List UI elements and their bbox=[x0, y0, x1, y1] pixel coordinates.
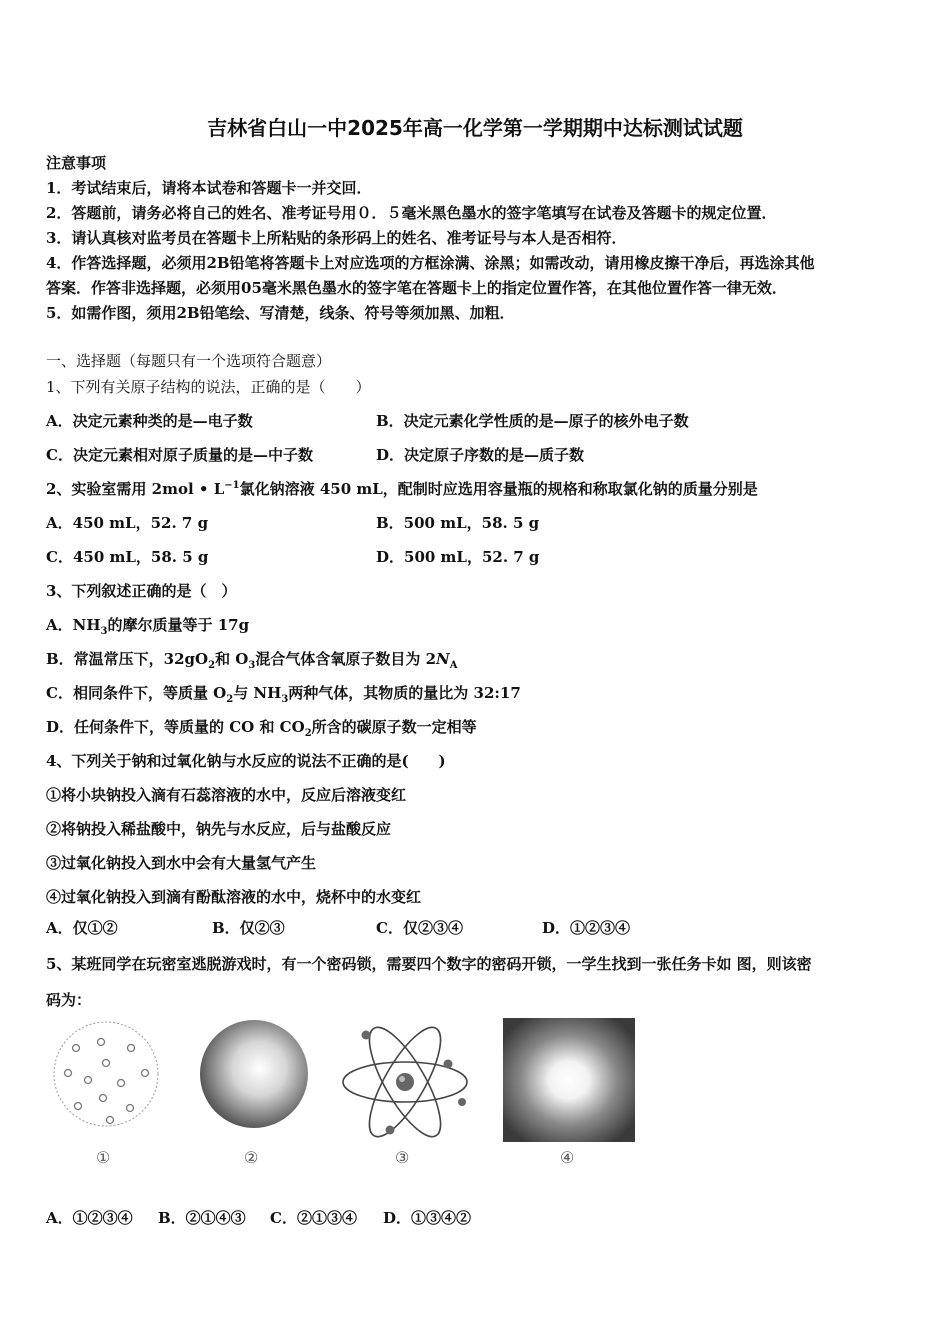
figure-label-3: ③ bbox=[395, 1148, 410, 1167]
q2-option-b: B．500 mL，58. 5 g bbox=[376, 514, 540, 532]
notice-item: 3．请认真核对监考员在答题卡上所粘贴的条形码上的姓名、准考证号与本人是否相符． bbox=[46, 229, 627, 247]
notice-item: 2．答题前，请务必将自己的姓名、准考证号用０．５毫米黑色墨水的签字笔填写在试卷及答题卡的规定位置． bbox=[46, 204, 777, 222]
q1-option-c: C．决定元素相对原子质量的是—中子数 bbox=[46, 446, 313, 464]
question-5-stem: 5、某班同学在玩密室逃脱游戏时，有一个密码锁，需要四个数字的密码开锁，一学生找到一张任务卡如 图，则该密 bbox=[46, 955, 812, 973]
question-3-stem: 3、下列叙述正确的是（ ） bbox=[46, 582, 237, 600]
q4-statement-2: ②将钠投入稀盐酸中，钠先与水反应，后与盐酸反应 bbox=[46, 820, 392, 838]
q3-option-a: A．$NH_3$的摩尔质量等于 17g bbox=[46, 616, 250, 637]
question-2-stem: 2、实验室需用 2mol • $L^{-1}$氯化钠溶液 450 mL，配制时应选用容量瓶的规格和称取氯化钠的质量分别是 bbox=[46, 480, 758, 498]
solid-sphere-model-figure bbox=[198, 1018, 338, 1178]
q4-statement-4: ④过氧化钠投入到滴有酚酞溶液的水中，烧杯中的水变红 bbox=[46, 888, 422, 906]
q2-option-d: D．500 mL，52. 7 g bbox=[376, 548, 540, 566]
q4-option-a: A．仅①② bbox=[46, 919, 118, 937]
q3-option-b: B．常温常压下，$32gO_2$和 $O_3$混合气体含氧原子数目为 $2N_A$ bbox=[46, 650, 458, 671]
q1-option-d: D．决定原子序数的是—质子数 bbox=[376, 446, 585, 464]
notice-item: 5．如需作图，须用2B铅笔绘、写清楚，线条、符号等须加黑、加粗． bbox=[46, 304, 515, 322]
figure-label-1: ① bbox=[96, 1148, 111, 1167]
page-title: 吉林省白山一中2025年高一化学第一学期期中达标测试试题 bbox=[207, 116, 743, 140]
question-5-stem-cont: 码为： bbox=[46, 991, 92, 1009]
q5-option-b: B．②①④③ bbox=[158, 1209, 246, 1227]
figure-label-2: ② bbox=[244, 1148, 259, 1167]
q5-option-c: C．②①③④ bbox=[270, 1209, 357, 1227]
q1-option-a: A．决定元素种类的是—电子数 bbox=[46, 412, 253, 430]
q4-option-d: D．①②③④ bbox=[542, 919, 631, 937]
q5-option-d: D．①③④② bbox=[383, 1209, 472, 1227]
notice-item: 4．作答选择题，必须用2B铅笔将答题卡上对应选项的方框涂满、涂黑；如需改动，请用橡皮擦干净后，再选涂其他 bbox=[46, 254, 815, 272]
q3-option-c: C．相同条件下，等质量 $O_2$与 $NH_3$两种气体，其物质的量比为 32:17 bbox=[46, 684, 521, 705]
q3-option-d: D．任何条件下，等质量的 CO 和 $CO_2$所含的碳原子数一定相等 bbox=[46, 718, 477, 739]
question-1-stem: 1、下列有关原子结构的说法，正确的是（ ） bbox=[46, 378, 371, 396]
q4-statement-1: ①将小块钠投入滴有石蕊溶液的水中，反应后溶液变红 bbox=[46, 786, 407, 804]
q4-statement-3: ③过氧化钠投入到水中会有大量氢气产生 bbox=[46, 854, 317, 872]
notice-item: 1．考试结束后，请将本试卷和答题卡一并交回． bbox=[46, 179, 372, 197]
q2-option-c: C．450 mL，58. 5 g bbox=[46, 548, 209, 566]
q1-option-b: B．决定元素化学性质的是—原子的核外电子数 bbox=[376, 412, 689, 430]
figure-label-4: ④ bbox=[560, 1148, 575, 1167]
q4-option-c: C．仅②③④ bbox=[376, 919, 463, 937]
plum-pudding-model-figure bbox=[48, 1018, 188, 1178]
q2-option-a: A．450 mL，52. 7 g bbox=[46, 514, 209, 532]
q5-option-a: A．①②③④ bbox=[46, 1209, 133, 1227]
notice-heading: 注意事项 bbox=[46, 154, 107, 172]
question-4-stem: 4、下列关于钠和过氧化钠与水反应的说法不正确的是( ) bbox=[46, 752, 446, 770]
notice-item: 答案．作答非选择题，必须用05毫米黑色墨水的签字笔在答题卡上的指定位置作答，在其他位置作答一律无效． bbox=[46, 279, 787, 297]
q4-option-b: B．仅②③ bbox=[212, 919, 285, 937]
section-heading: 一、选择题（每题只有一个选项符合题意） bbox=[46, 352, 332, 370]
